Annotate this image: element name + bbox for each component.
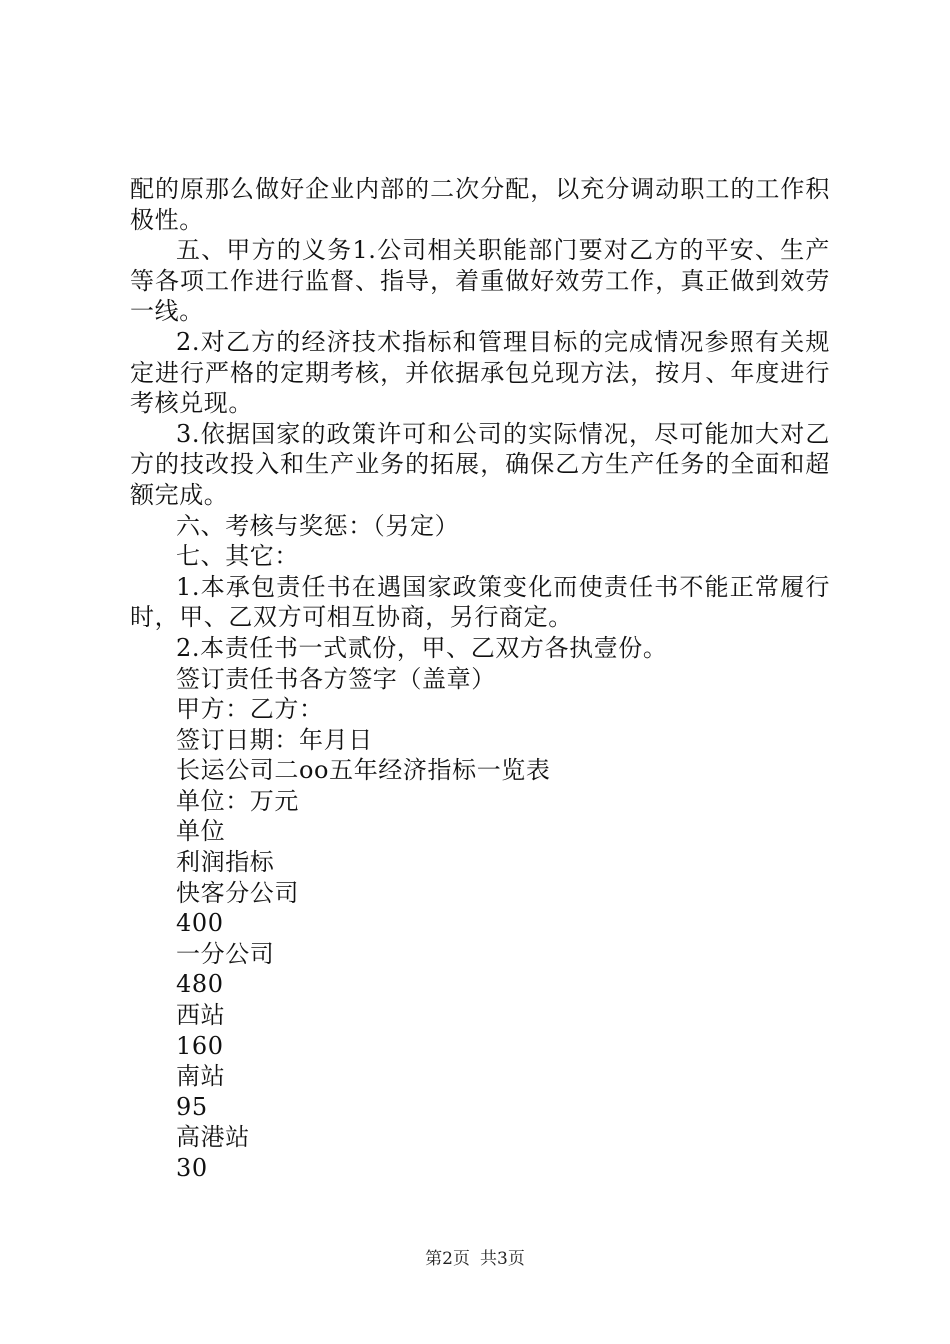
- table-row-name: 西站: [176, 1001, 226, 1030]
- table-row-name: 一分公司: [176, 939, 275, 968]
- table-row-value: 160: [176, 1031, 224, 1060]
- page-number: 第2页: [425, 1249, 470, 1269]
- signature-parties: 甲方：乙方：: [176, 695, 324, 724]
- paragraph-party-a-duties: 五、甲方的义务1.公司相关职能部门要对乙方的平安、生产等各项工作进行监督、指导，着重做好效劳工作，真正做到效劳一线。: [130, 236, 830, 326]
- paragraph-assessment: 六、考核与奖惩：（另定）: [176, 511, 460, 540]
- table-row-name: 南站: [176, 1062, 226, 1091]
- document-body: [130, 174, 830, 1184]
- table-header-unit: 单位: [176, 817, 226, 846]
- paragraph-duty-2: 2.对乙方的经济技术指标和管理目标的完成情况参照有关规定进行严格的定期考核，并依据承包兑现方法，按月、年度进行考核兑现。: [130, 327, 830, 418]
- page-footer: [0, 1244, 950, 1269]
- table-row-value: 30: [176, 1154, 208, 1182]
- paragraph-duty-3: 3.依据国家的政策许可和公司的实际情况，尽可能加大对乙方的技改投入和生产业务的拓展，确保乙方生产任务的全面和超额完成。: [130, 419, 830, 509]
- table-row-value: 400: [176, 909, 224, 938]
- table-row-value: 95: [176, 1092, 208, 1121]
- signature-heading: 签订责任书各方签字（盖章）: [176, 664, 496, 693]
- paragraph-other: 七、其它：: [176, 542, 299, 571]
- table-row-name: 高港站: [176, 1123, 250, 1152]
- table-row-name: 快客分公司: [176, 878, 299, 907]
- paragraph-continuation: 配的原那么做好企业内部的二次分配，以充分调动职工的工作积极性。: [130, 175, 830, 234]
- signature-date: 签订日期：年月日: [176, 725, 373, 754]
- table-unit: 单位：万元: [176, 786, 299, 815]
- table-title: 长运公司二oo五年经济指标一览表: [176, 756, 551, 785]
- table-row-value: 480: [176, 970, 224, 999]
- table-header-profit: 利润指标: [176, 848, 275, 877]
- paragraph-other-2: 2.本责任书一式贰份，甲、乙双方各执壹份。: [176, 633, 668, 662]
- paragraph-other-1: 1.本承包责任书在遇国家政策变化而使责任书不能正常履行时，甲、乙双方可相互协商，另行商定。: [130, 572, 830, 632]
- page-total: 共3页: [480, 1249, 525, 1269]
